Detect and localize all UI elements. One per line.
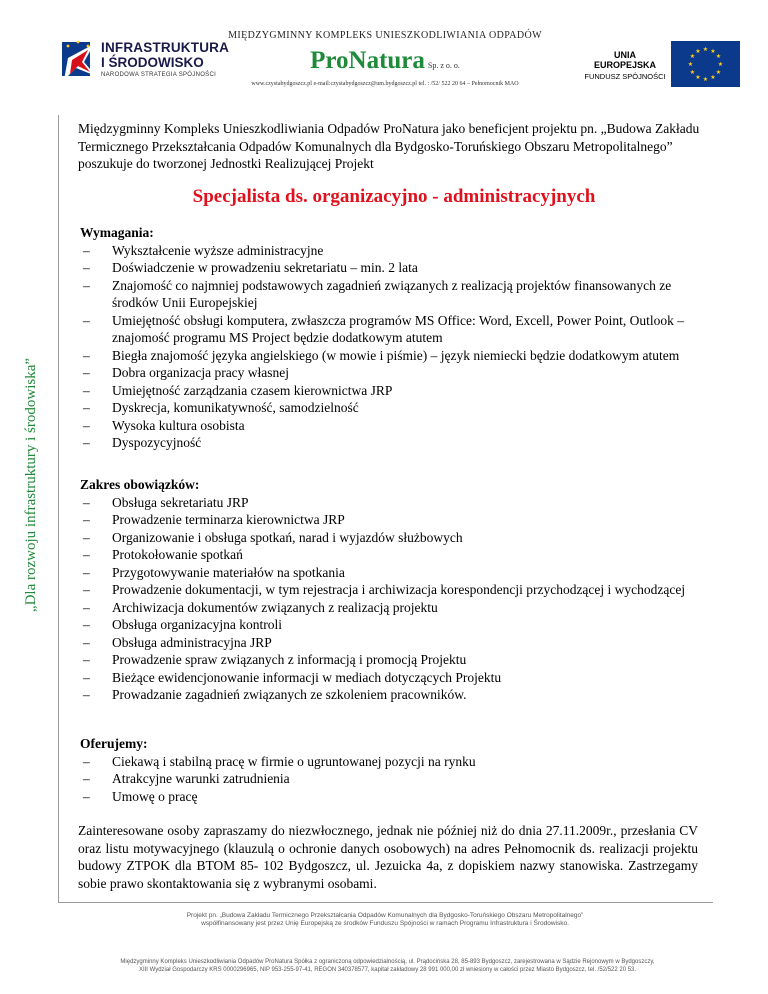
list-item: – Biegła znajomość języka angielskiego (w mowie i piśmie) – język niemiecki będzie dodatkowym atutem (83, 347, 720, 365)
svg-text:★: ★ (702, 76, 709, 83)
svg-text:★: ★ (702, 46, 709, 53)
project-footer-line-2: współfinansowany jest przez Unię Europejską ze środków Funduszu Spójności w ramach Programu Infrastruktura i Środowisko. (201, 920, 569, 928)
requirements-list (80, 242, 720, 452)
logo-line-1: INFRASTRUKTURA (101, 40, 230, 55)
list-item: – Umowę o pracę (83, 788, 720, 806)
list-item: – Ciekawą i stabilną pracę w firmie o ugruntowanej pozycji na rynku (83, 753, 720, 771)
svg-text:★: ★ (715, 53, 722, 60)
list-item: – Archiwizacja dokumentów związanych z realizacją projektu (83, 599, 720, 617)
list-item: – Dobra organizacja pracy własnej (83, 364, 720, 382)
project-footer-line-1: Projekt pn. „Budowa Zakładu Termicznego Przekształcania Odpadów Komunalnych dla Bydgosko-Toruńskiego Obszaru Metropolitalnego” (186, 912, 584, 919)
company-footer-line-1: Międzygminny Kompleks Unieszkodliwiania Odpadów ProNatura Spółka z ograniczoną odpowiedzialnością, ul. Prądocińska 28, 85-893 Bydgoszcz, zarejestrowana w Sądzie Rejonowym w Bydgoszczy, (120, 959, 655, 965)
eu-line-1: UNIA EUROPEJSKA (593, 50, 656, 70)
intro-paragraph: Międzygminny Kompleks Unieszkodliwiania Odpadów ProNatura jako beneficjent projektu pn. „Budowa Zakładu Termicznego Przekształcania Odpadów Komunalnych dla Bydgosko-Toruńskiego Obszaru Metropolitalnego” poszukuje do tworzonej Jednostki Realizującej Projekt (78, 121, 700, 171)
list-item: – Znajomość co najmniej podstawowych zagadnień związanych z realizacją projektów finansowanych ze środków Unii Europejskiej (83, 277, 720, 312)
offer-section (80, 735, 720, 805)
offer-list (80, 753, 720, 806)
list-item: – Prowadzanie zagadnień związanych ze szkoleniem pracowników. (83, 686, 720, 704)
eu-fund-label (582, 50, 668, 81)
list-item: – Umiejętność obsługi komputera, zwłaszcza programów MS Office: Word, Excell, Power Point, Outlook – znajomość programu MS Project będzie dodatkowym atutem (83, 312, 720, 347)
duties-list (80, 494, 720, 704)
list-item: – Obsługa administracyjna JRP (83, 634, 720, 652)
brand-row (210, 47, 560, 75)
company-footer-line-2: XIII Wydział Gospodarczy KRS 0000296965, NIP 953-255-97-41, REGON 340378577, kapitał zakładowy 28 991 000,00 zł wniesiony w całości przez Miasto Bydgoszcz, tel. /52/522 20 53. (138, 967, 637, 973)
offer-title: Oferujemy: (80, 736, 148, 751)
svg-text:★: ★ (695, 48, 701, 55)
list-item: – Dyspozycyjność (83, 434, 720, 452)
list-item: – Dyskrecja, komunikatywność, samodzielność (83, 399, 720, 417)
infrastruktura-logo (58, 34, 230, 86)
svg-text:★: ★ (687, 61, 694, 68)
svg-text:★: ★ (695, 74, 701, 81)
list-item: – Wykształcenie wyższe administracyjne (83, 242, 720, 260)
svg-text:★: ★ (710, 48, 716, 55)
requirements-title: Wymagania: (80, 225, 154, 240)
list-item: – Wysoka kultura osobista (83, 417, 720, 435)
job-title: Specjalista ds. organizacyjno - administracyjnych (192, 186, 596, 207)
list-item: – Obsługa sekretariatu JRP (83, 494, 720, 512)
list-item: – Doświadczenie w prowadzeniu sekretariatu – min. 2 lata (83, 259, 720, 277)
list-item: – Prowadzenie spraw związanych z informacją i promocją Projektu (83, 651, 720, 669)
list-item: – Protokołowanie spotkań (83, 546, 720, 564)
star-arrow-logo-icon (58, 36, 98, 82)
list-item: – Prowadzenie terminarza kierownictwa JRP (83, 511, 720, 529)
eu-line-2: FUNDUSZ SPÓJNOŚCI (584, 72, 666, 81)
bottom-border-line (58, 902, 713, 903)
list-item: – Przygotowywanie materiałów na spotkania (83, 564, 720, 582)
svg-text:★: ★ (715, 69, 722, 76)
company-footer (20, 958, 755, 974)
brand-name: ProNatura (310, 47, 425, 74)
list-item: – Obsługa organizacyjna kontroli (83, 616, 720, 634)
organization-name: MIĘDZYGMINNY KOMPLEKS UNIESZKODLIWIANIA ODPADÓW (228, 30, 542, 41)
contact-line: www.czystabydgoszcz.pl e-mail:czystabydgoszcz@um.bydgoszcz.pl tel. : /52/ 522 20 64 – Pełnomocnik MAO (251, 81, 519, 87)
list-item: – Atrakcyjne warunki zatrudnienia (83, 770, 720, 788)
eu-flag-icon (671, 41, 740, 87)
requirements-section (80, 224, 720, 452)
list-item: – Bieżące ewidencjonowanie informacji w mediach dotyczących Projektu (83, 669, 720, 687)
list-item: – Organizowanie i obsługa spotkań, narad i wyjazdów służbowych (83, 529, 720, 547)
svg-text:★: ★ (689, 53, 696, 60)
list-item: – Umiejętność zarządzania czasem kierownictwa JRP (83, 382, 720, 400)
duties-section (80, 476, 720, 704)
svg-text:★: ★ (717, 61, 724, 68)
brand-suffix: Sp. z o. o. (427, 61, 460, 70)
duties-title: Zakres obowiązków: (80, 477, 200, 492)
logo-line-2: I ŚRODOWISKO (101, 55, 204, 70)
svg-text:★: ★ (689, 69, 696, 76)
left-border-line (58, 115, 59, 902)
closing-paragraph: Zainteresowane osoby zapraszamy do niezwłocznego, jednak nie później niż do dnia 27.11.2009r., przesłania CV oraz listu motywacyjnego (klauzulą o ochronie danych osobowych) na adres Pełnomocnik ds. realizacji projektu budowy ZTPOK dla BTOM 85- 102 Bydgoszcz, ul. Jezuicka 4a, z dopiskiem nazwy stanowiska. Zastrzegamy sobie prawo skontaktowania się z wybranymi osobami. (78, 823, 698, 891)
vertical-slogan: „Dla rozwoju infrastruktury i środowiska” (23, 357, 39, 613)
list-item: – Prowadzenie dokumentacji, w tym rejestracja i archiwizacja korespondencji przychodzącej i wychodzącej (83, 581, 720, 599)
logo-line-3: NARODOWA STRATEGIA SPÓJNOŚCI (101, 72, 217, 78)
project-footer (60, 912, 710, 928)
letterhead (210, 30, 560, 87)
svg-text:★: ★ (710, 74, 716, 81)
